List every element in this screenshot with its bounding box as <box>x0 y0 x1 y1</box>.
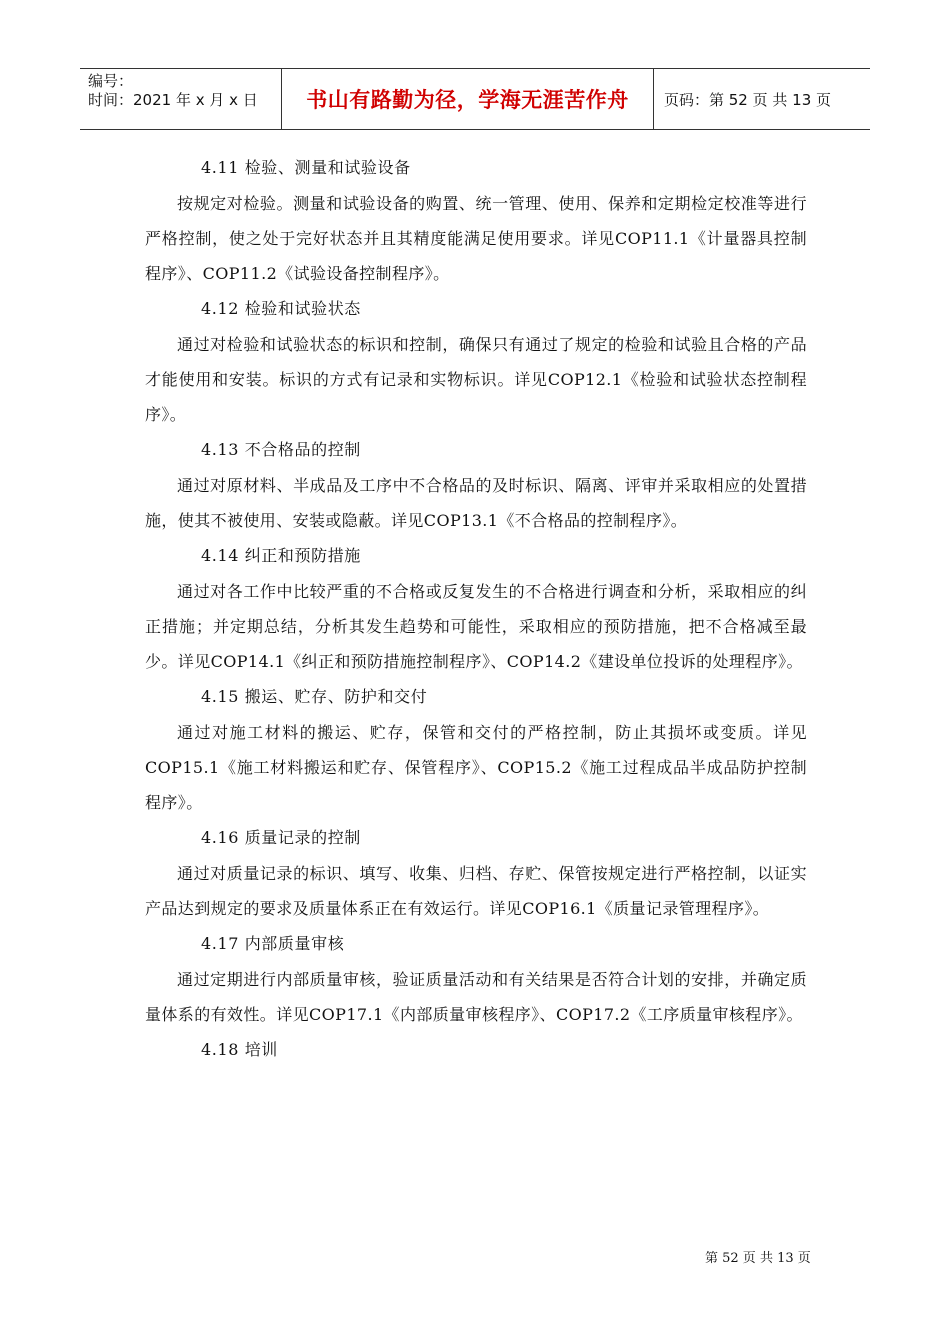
section-paragraph: 通过定期进行内部质量审核，验证质量活动和有关结果是否符合计划的安排，并确定质量体系的有效性。详见COP17.1《内部质量审核程序》、COP17.2《工序质量审核程序》。 <box>145 970 807 1024</box>
doc-time-label: 时间：2021 年 x 月 x 日 <box>88 91 258 109</box>
section-title: 4.18 培训 <box>201 1040 278 1059</box>
section-paragraph: 通过对施工材料的搬运、贮存，保管和交付的严格控制，防止其损坏或变质。详见COP15.1《施工材料搬运和贮存、保管程序》、COP15.2《施工过程成品半成品防护控制程序》。 <box>145 723 807 812</box>
header-page-cell <box>654 69 870 129</box>
header-meta-cell <box>80 69 282 129</box>
section-title: 4.13 不合格品的控制 <box>201 440 361 459</box>
doc-code-label: 编号： <box>88 72 134 90</box>
section-paragraph: 按规定对检验。测量和试验设备的购置、统一管理、使用、保养和定期检定校准等进行严格控制，使之处于完好状态并且其精度能满足使用要求。详见COP11.1《计量器具控制程序》、COP11.2《试验设备控制程序》。 <box>145 194 807 283</box>
header-motto-cell <box>282 69 654 129</box>
section-title: 4.17 内部质量审核 <box>201 934 345 953</box>
section-paragraph: 通过对原材料、半成品及工序中不合格品的及时标识、隔离、评审并采取相应的处置措施，使其不被使用、安装或隐蔽。详见COP13.1《不合格品的控制程序》。 <box>145 476 807 530</box>
document-body <box>145 150 807 1068</box>
section-title: 4.12 检验和试验状态 <box>201 299 361 318</box>
header-page-number: 页码：第 52 页 共 13 页 <box>664 90 832 109</box>
section-title: 4.15 搬运、贮存、防护和交付 <box>201 687 428 706</box>
section-paragraph: 通过对检验和试验状态的标识和控制，确保只有通过了规定的检验和试验且合格的产品才能使用和安装。标识的方式有记录和实物标识。详见COP12.1《检验和试验状态控制程序》。 <box>145 335 807 424</box>
header-motto: 书山有路勤为径，学海无涯苦作舟 <box>306 88 629 112</box>
section-paragraph: 通过对各工作中比较严重的不合格或反复发生的不合格进行调查和分析，采取相应的纠正措施；并定期总结，分析其发生趋势和可能性，采取相应的预防措施，把不合格减至最少。详见COP14.1《纠正和预防措施控制程序》、COP14.2《建设单位投诉的处理程序》。 <box>145 582 807 671</box>
section-title: 4.14 纠正和预防措施 <box>201 546 361 565</box>
section-title: 4.16 质量记录的控制 <box>201 828 361 847</box>
section-title: 4.11 检验、测量和试验设备 <box>201 158 411 177</box>
page-header <box>80 68 870 130</box>
section-paragraph: 通过对质量记录的标识、填写、收集、归档、存贮、保管按规定进行严格控制，以证实产品达到规定的要求及质量体系正在有效运行。详见COP16.1《质量记录管理程序》。 <box>145 864 807 918</box>
page-footer: 第 52 页 共 13 页 <box>705 1251 811 1266</box>
